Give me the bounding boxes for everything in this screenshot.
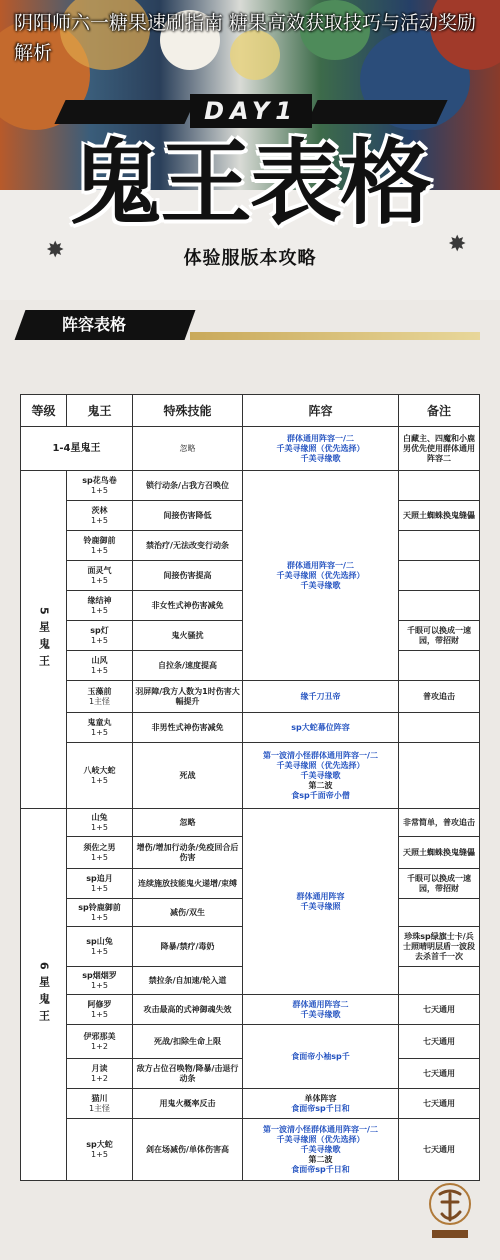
section-header-gold-line <box>190 332 480 340</box>
lineup-line: sp大蛇幕位阵容 <box>291 722 350 732</box>
boss-name: sp灯 <box>90 625 109 635</box>
note-cell: 七天通用 <box>399 1089 480 1119</box>
header-cell-3: 阵容 <box>243 395 399 427</box>
subtitle: 体验服版本攻略 <box>183 248 317 269</box>
table-header-row <box>21 395 480 427</box>
boss-name: sp大蛇 <box>86 1139 113 1149</box>
lineup-line: 群体通用阵容二 <box>292 999 349 1009</box>
boss-cell <box>67 531 133 561</box>
skill-cell: 敌方占位召唤物/降暴/击退行动条 <box>133 1059 243 1089</box>
section-title: 阵容表格 <box>62 315 127 334</box>
boss-name: sp烟烟罗 <box>82 970 117 980</box>
logo-seal-icon <box>426 1180 474 1242</box>
header-cell-2: 特殊技能 <box>133 395 243 427</box>
boss-cell <box>67 561 133 591</box>
skill-cell: 羽屏障/我方人数为1时伤害大幅提升 <box>133 681 243 713</box>
lineup-line: 千美寻缘照（优先选择） <box>276 1134 365 1144</box>
skill-cell: 非女性式神伤害减免 <box>133 591 243 621</box>
lineup-cell <box>243 1119 399 1181</box>
skill-cell: 自拉条/速度提高 <box>133 651 243 681</box>
lineup-line: 千美寻缘歌 <box>300 453 341 463</box>
skill-cell: 锁行动条/占我方召唤位 <box>133 471 243 501</box>
note-cell <box>399 561 480 591</box>
table-row <box>21 713 480 743</box>
boss-cell <box>67 471 133 501</box>
boss-cell <box>67 681 133 713</box>
boss-name: 面灵气 <box>87 565 112 575</box>
lineup-cell <box>243 995 399 1025</box>
note-cell <box>399 899 480 927</box>
note-cell: 天照土蜘蛛换鬼缝儡 <box>399 501 480 531</box>
lineup-line: 千美寻缘照（优先选择） <box>276 570 365 580</box>
boss-cell <box>67 869 133 899</box>
star-level-cell: 6星鬼王 <box>21 809 67 1181</box>
skill-cell: 连续施放技能鬼火递增/束缚 <box>133 869 243 899</box>
boss-count: 1+5 <box>91 727 108 737</box>
note-cell: 白藏主、四魔和小鹿男优先使用群体通用阵容二 <box>399 427 480 471</box>
lineup-line: 食面帝sp千日和 <box>291 1164 350 1174</box>
boss-count: 1+5 <box>91 883 108 893</box>
lineup-line: 千美寻缘照 <box>300 901 341 911</box>
note-cell: 千眼可以换成一速园，带招财 <box>399 621 480 651</box>
boss-cell <box>67 621 133 651</box>
boss-name: 山风 <box>91 655 108 665</box>
header-cell-4: 备注 <box>399 395 480 427</box>
lineup-line: 千美寻缘歌 <box>300 1144 341 1154</box>
skill-cell: 忽略 <box>133 427 243 471</box>
boss-count: 1+5 <box>91 635 108 645</box>
table-row <box>21 1025 480 1059</box>
skill-cell: 忽略 <box>133 809 243 837</box>
boss-count: 1+5 <box>91 1009 108 1019</box>
brush-stroke-left <box>54 100 195 124</box>
boss-count: 1+5 <box>91 485 108 495</box>
table-row <box>21 1119 480 1181</box>
boss-count: 1+5 <box>91 575 108 585</box>
brush-stroke-right <box>306 100 447 124</box>
note-cell <box>399 651 480 681</box>
skill-cell: 间接伤害提高 <box>133 561 243 591</box>
header-cell-0: 等级 <box>21 395 67 427</box>
lineup-cell <box>243 713 399 743</box>
boss-name: 玉藻前 <box>87 686 112 696</box>
lineup-line: 千美寻缘照（优先选择） <box>276 760 365 770</box>
note-cell <box>399 471 480 501</box>
skill-cell: 死战/扣除生命上限 <box>133 1025 243 1059</box>
boss-count: 1+5 <box>91 946 108 956</box>
star-decoration-icon: ✸ <box>46 238 65 263</box>
table-row <box>21 809 480 837</box>
note-cell: 千眼可以换成一速园，带招财 <box>399 869 480 899</box>
boss-count: 1+5 <box>91 822 108 832</box>
lineup-line: 第二波 <box>308 780 333 790</box>
lineup-line: 缘千刀丑帝 <box>300 691 341 701</box>
skill-cell: 禁拉条/自加速/轮入道 <box>133 967 243 995</box>
boss-cell <box>67 1059 133 1089</box>
boss-cell <box>67 837 133 869</box>
main-title: 鬼王表格 <box>69 129 430 237</box>
boss-count: 1+5 <box>91 665 108 675</box>
section-header <box>20 306 480 342</box>
boss-name: 鬼童丸 <box>87 717 112 727</box>
skill-cell: 用鬼火概率反击 <box>133 1089 243 1119</box>
skill-cell: 降暴/禁疗/毒奶 <box>133 927 243 967</box>
boss-name: sp追月 <box>86 873 113 883</box>
boss-name: 须佐之男 <box>83 842 116 852</box>
boss-cell <box>67 743 133 809</box>
skill-cell: 鬼火骚扰 <box>133 621 243 651</box>
boss-count: 1+5 <box>91 1149 108 1159</box>
lineup-line: 千美寻缘歌 <box>300 770 341 780</box>
lineup-line: 群体通用阵容一/二 <box>287 433 354 443</box>
lineup-line: 群体通用阵容一/二 <box>287 560 354 570</box>
boss-table <box>20 394 480 1181</box>
boss-cell <box>67 995 133 1025</box>
lineup-line: 第一波清小怪群体通用阵容一/二 <box>263 1124 378 1134</box>
lineup-line: 单体阵容 <box>304 1093 337 1103</box>
boss-name: 伊邪那美 <box>83 1031 116 1041</box>
boss-name: 八岐大蛇 <box>83 765 116 775</box>
boss-name: 月读 <box>91 1063 108 1073</box>
skill-cell: 增伤/增加行动条/免疫回合后伤害 <box>133 837 243 869</box>
note-cell <box>399 967 480 995</box>
boss-count: 1+5 <box>91 980 108 990</box>
boss-cell <box>67 591 133 621</box>
boss-name: 茨林 <box>91 505 108 515</box>
page-title: 阴阳师六一糖果速刷指南 糖果高效获取技巧与活动奖励解析 <box>14 12 477 64</box>
table-row <box>21 1089 480 1119</box>
note-cell: 非常简单，普攻追击 <box>399 809 480 837</box>
lineup-line: 第一波清小怪群体通用阵容一/二 <box>263 750 378 760</box>
note-cell <box>399 591 480 621</box>
level-cell: 1-4星鬼王 <box>21 427 133 471</box>
boss-cell <box>67 967 133 995</box>
boss-cell <box>67 713 133 743</box>
boss-count: 1+5 <box>91 852 108 862</box>
note-cell: 七天通用 <box>399 995 480 1025</box>
boss-cell <box>67 651 133 681</box>
table-row <box>21 995 480 1025</box>
skill-cell: 剑在场减伤/单体伤害高 <box>133 1119 243 1181</box>
lineup-cell-shared <box>243 1025 399 1089</box>
boss-cell <box>67 1025 133 1059</box>
lineup-cell-shared <box>243 471 399 681</box>
boss-cell <box>67 809 133 837</box>
note-cell: 七天通用 <box>399 1025 480 1059</box>
note-cell <box>399 743 480 809</box>
boss-count: 1+5 <box>91 912 108 922</box>
lineup-cell <box>243 681 399 713</box>
boss-count: 1+2 <box>91 1041 108 1051</box>
skill-cell: 间接伤害降低 <box>133 501 243 531</box>
lineup-line: 千美寻缘照（优先选择） <box>276 443 365 453</box>
header-cell-1: 鬼王 <box>67 395 133 427</box>
boss-name: 猫川 <box>91 1093 108 1103</box>
boss-name: 阿修罗 <box>87 999 112 1009</box>
lineup-cell <box>243 1089 399 1119</box>
lineup-cell-shared <box>243 809 399 995</box>
table-row <box>21 743 480 809</box>
star-decoration-icon: ✸ <box>448 232 467 257</box>
boss-count: 1+5 <box>91 775 108 785</box>
lineup-line: 食面帝sp千日和 <box>291 1103 350 1113</box>
boss-cell <box>67 501 133 531</box>
skill-cell: 禁治疗/无法改变行动条 <box>133 531 243 561</box>
boss-count: 1主怪 <box>88 696 111 706</box>
boss-name: 铃鹿御前 <box>83 535 116 545</box>
boss-name: sp花鸟卷 <box>82 475 117 485</box>
table-row <box>21 427 480 471</box>
lineup-line: 群体通用阵容 <box>296 891 345 901</box>
star-level-cell: 5星鬼王 <box>21 471 67 809</box>
lineup-line: 食面帝小袖sp千 <box>291 1051 350 1061</box>
note-cell <box>399 531 480 561</box>
boss-name: sp铃鹿御前 <box>78 902 121 912</box>
day-label: DAY1 <box>190 94 312 128</box>
skill-cell: 非男性式神伤害减免 <box>133 713 243 743</box>
note-cell: 七天通用 <box>399 1119 480 1181</box>
table-row <box>21 471 480 501</box>
skill-cell: 死战 <box>133 743 243 809</box>
boss-cell <box>67 1119 133 1181</box>
boss-name: sp山兔 <box>86 936 113 946</box>
boss-cell <box>67 927 133 967</box>
boss-count: 1+5 <box>91 545 108 555</box>
lineup-cell <box>243 427 399 471</box>
boss-cell <box>67 899 133 927</box>
boss-count: 1主怪 <box>88 1103 111 1113</box>
note-cell <box>399 713 480 743</box>
note-cell: 七天通用 <box>399 1059 480 1089</box>
lineup-cell <box>243 743 399 809</box>
note-cell: 天照土蜘蛛换鬼缝儡 <box>399 837 480 869</box>
note-cell: 珍珠sp绿旗士卡/兵士照晴明层盾一波段去杀首千一次 <box>399 927 480 967</box>
boss-name: 山兔 <box>91 812 108 822</box>
boss-count: 1+2 <box>91 1073 108 1083</box>
lineup-line: 第二波 <box>308 1154 333 1164</box>
boss-count: 1+5 <box>91 605 108 615</box>
boss-name: 缘结神 <box>87 595 112 605</box>
note-cell: 普攻追击 <box>399 681 480 713</box>
footer <box>0 1226 500 1260</box>
table-row <box>21 681 480 713</box>
lineup-line: 千美寻缘歌 <box>300 1009 341 1019</box>
boss-count: 1+5 <box>91 515 108 525</box>
boss-cell <box>67 1089 133 1119</box>
skill-cell: 攻击最高的式神御魂失效 <box>133 995 243 1025</box>
lineup-line: 食sp千面帝小僧 <box>291 790 350 800</box>
lineup-line: 千美寻缘歌 <box>300 580 341 590</box>
skill-cell: 减伤/双生 <box>133 899 243 927</box>
